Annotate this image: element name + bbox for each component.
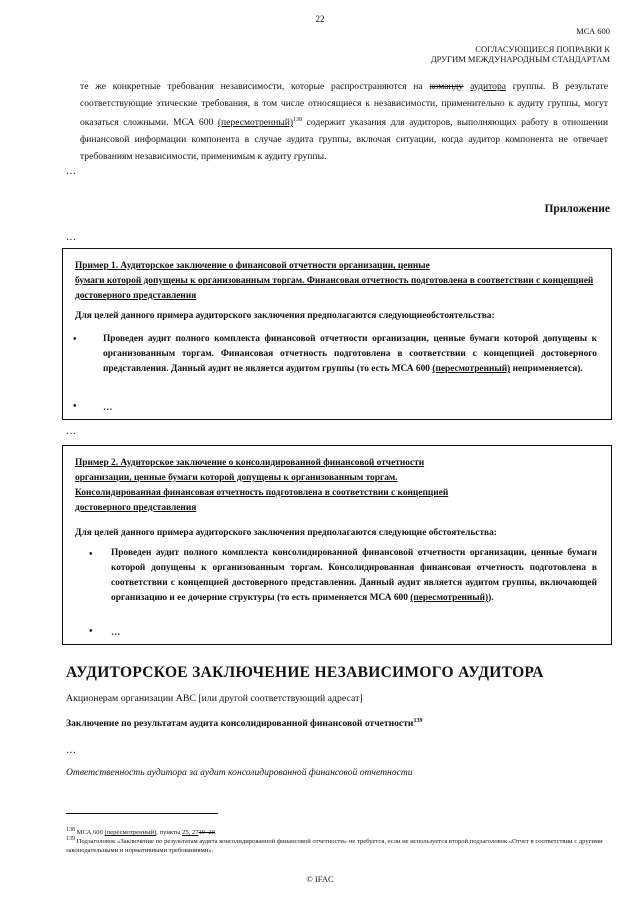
bullet-marker-4: • — [89, 626, 93, 637]
footnote-138-end: . — [214, 829, 217, 837]
header-subtitle-line2: ДРУГИМ МЕЖДУНАРОДНЫМ СТАНДАРТАМ — [430, 54, 610, 64]
example-1-intro — [75, 309, 597, 324]
example-1-ellipsis: … — [103, 403, 113, 413]
example-2-heading-b: организации, ценные бумаги которой допущены к организованным торгам. — [75, 473, 398, 483]
para-text-c: содержит указания для аудиторов, выполняющих работу в отношении финансовой информации компонента в случае аудита группы, включая ситуации, когда аудитор компонента не отвечает требованиям независимости, применимым к аудиту группы. — [80, 117, 608, 163]
example-2-heading-d: достоверного представления — [75, 503, 197, 513]
ellipsis-2: … — [66, 232, 76, 243]
footnote-139 — [66, 835, 614, 855]
report-title: АУДИТОРСКОЕ ЗАКЛЮЧЕНИЕ НЕЗАВИСИМОГО АУДИТОРА — [66, 664, 544, 681]
example-1-bullet-1-end: неприменяется). — [510, 364, 583, 374]
example-2-heading — [75, 456, 597, 516]
footnote-138-a: МСА 600 — [75, 829, 105, 837]
example-1-intro-b: обстоятельства: — [426, 311, 495, 321]
footnote-ref-139[interactable]: 139 — [413, 718, 423, 724]
opinion-heading — [66, 718, 422, 729]
deleted-word: команду — [429, 81, 464, 92]
ellipsis-3: … — [66, 426, 76, 437]
example-2-bullet-1 — [111, 546, 597, 606]
example-1-revised: (пересмотренный) — [432, 364, 511, 374]
example-2-heading-c: Консолидированная финансовая отчетность подготовлена в соответствии с концепцией — [75, 488, 449, 498]
footnote-138-b: , пункты — [156, 829, 183, 837]
example-1-box — [62, 248, 612, 420]
footnote-139-number: 139 — [66, 836, 75, 842]
ellipsis-1: … — [66, 166, 76, 177]
copyright-footer: © IFAC — [306, 874, 334, 884]
paragraph-independence — [80, 78, 608, 165]
example-1-heading — [75, 259, 597, 304]
example-2-intro: Для целей данного примера аудиторского заключения предполагаются следующие обстоятельства: — [75, 528, 497, 538]
footnote-139-text: Подзаголовок «Заключение по результатам аудита консолидированной финансовой отчетности» не требуется, если не используется второй подзаголовок «Отчет в соответствии с другими законодательными и нормативными требованиями». — [66, 838, 603, 855]
para-text-a: те же конкретные требования независимости, которые распространяются на — [80, 81, 430, 92]
para-text-b: группы. В результате соответствующие этические требования, в том числе относящиеся к независимости, применительно к аудиту группы, могут оказаться сложными. МСА 600 — [80, 81, 608, 129]
example-1-bullet-1-text: Проведен аудит полного комплекта финансовой отчетности организации, ценные бумаги которой допущены к организованным торгам. Финансовая отчетность подготовлена в соответствии с концепцией достоверного представления. Данный аудит не является аудитом группы (то есть МСА 600 — [103, 334, 597, 374]
example-2-bullet-1-end: ). — [488, 593, 494, 603]
report-addressee: Акционерам организации ABC [или другой соответствующий адресат] — [66, 693, 363, 704]
example-2-heading-a: Пример 2. Аудиторское заключение о консолидированной финансовой отчетности — [75, 458, 425, 468]
ellipsis-4: … — [66, 745, 76, 756]
footnote-138-new: 25, 27 — [182, 829, 199, 837]
example-2-ellipsis: … — [111, 628, 121, 638]
revised-mark: (пересмотренный) — [217, 117, 294, 129]
footnote-ref-138[interactable]: 138 — [293, 117, 303, 123]
header-subtitle-line1: СОГЛАСУЮЩИЕСЯ ПОПРАВКИ К — [475, 44, 610, 54]
example-2-box — [62, 445, 612, 645]
responsibility-heading: Ответственность аудитора за аудит консолидированной финансовой отчетности — [66, 767, 413, 778]
opinion-heading-text: Заключение по результатам аудита консолидированной финансовой отчетности — [66, 718, 414, 730]
footnote-138-revised: (пересмотренный) — [104, 829, 157, 837]
example-2-bullet-1-text: Проведен аудит полного комплекта консолидированной финансовой отчетности организации, ценные бумаги которой допущены к организованным торгам. Консолидированная финансовая отчетность подготовлена в соответствии с концепцией достоверного представления. Данный аудит является аудитом группы, включающей организацию и ее дочерние структуры (то есть применяется МСА 600 — [111, 548, 597, 603]
appendix-title: Приложение — [544, 203, 610, 215]
bullet-marker-2: • — [73, 401, 77, 412]
bullet-marker-3: • — [89, 549, 93, 560]
footnote-138-old: 19–20 — [198, 829, 215, 837]
header-subtitle — [431, 44, 610, 64]
example-1-bullet-1 — [103, 332, 597, 377]
example-1-heading-b: бумаги которой допущены к организованным торгам. Финансовая отчетность подготовлена в соответствии с концепцией достоверного представления — [75, 276, 594, 301]
bullet-marker-1: • — [73, 334, 77, 345]
inserted-word: аудитора — [470, 81, 507, 92]
example-2-revised: (пересмотренный) — [410, 593, 489, 603]
standard-code: МСА 600 — [576, 26, 610, 36]
example-1-intro-a: Для целей данного примера аудиторского заключения предполагаются следующие — [75, 311, 427, 321]
footnote-138-number: 138 — [66, 827, 75, 833]
footnote-divider — [66, 813, 218, 814]
page-number: 22 — [315, 14, 325, 24]
example-1-heading-a: Пример 1. Аудиторское заключение о финансовой отчетности организации, ценные — [75, 261, 430, 271]
